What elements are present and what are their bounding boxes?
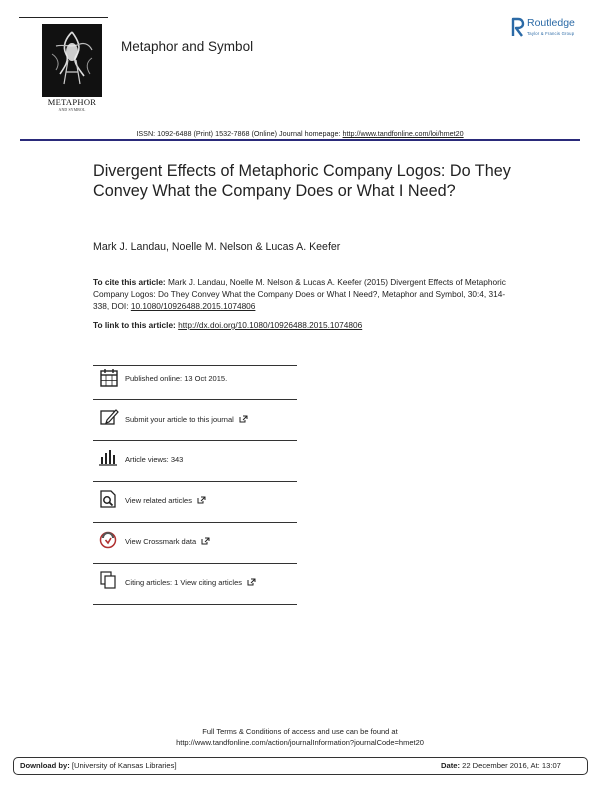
cover-caption-subtitle: AND SYMBOL [58,108,86,112]
article-link-label: To link to this article: [93,320,179,330]
submit-article-text[interactable]: Submit your article to this journal [125,415,234,424]
downloaded-by [20,761,177,770]
citation-text: Mark J. Landau, Noelle M. Nelson & Lucas A. Keefer (2015) Divergent Effects of Metaphoric Company Logos: Do They Convey What the Company Does or What I Need?, Metaphor and Symbol, 30:4, 314-338, DOI: [93,277,506,311]
publisher-group: Taylor & Francis Group [527,31,575,36]
external-link-icon [247,578,256,586]
view-crossmark-text[interactable]: View Crossmark data [125,537,197,546]
related-search-icon[interactable] [98,489,120,509]
citation-block [93,277,518,312]
external-link-icon [201,537,210,545]
journal-title: Metaphor and Symbol [121,39,254,54]
downloaded-by-label: Download by: [20,761,70,770]
article-authors: Mark J. Landau, Noelle M. Nelson & Lucas A. Keefer [93,241,341,253]
download-date [441,761,561,770]
header-top-rule [19,17,108,18]
info-rule [93,440,297,441]
download-date-value: 22 December 2016, At: 13:07 [460,761,561,770]
terms-line-1: Full Terms & Conditions of access and use can be found at [202,727,398,736]
external-link-icon [197,496,206,504]
article-link-line [93,320,362,330]
crossmark-icon[interactable] [98,530,120,550]
routledge-logo-icon[interactable] [511,16,525,38]
citing-articles-text[interactable]: Citing articles: 1 View citing articles [125,578,242,587]
citation-label: To cite this article: [93,277,166,287]
info-rule [93,399,297,400]
citation-doi-link[interactable]: 10.1080/10926488.2015.1074806 [130,300,256,311]
article-title: Divergent Effects of Metaphoric Company Logos: Do They Convey What the Company Does or What I Need? [93,162,511,200]
terms-line-2[interactable]: http://www.tandfonline.com/action/journalInformation?journalCode=hmet20 [176,738,424,747]
view-related-text[interactable]: View related articles [125,496,192,505]
external-link-icon [239,415,248,423]
calendar-icon [98,368,120,388]
view-related-link[interactable] [125,496,206,505]
published-online-text: Published online: 13 Oct 2015. [125,374,228,383]
issn-line [0,129,600,138]
header-divider [20,139,580,141]
cover-caption-title: METAPHOR [47,97,97,107]
cover-caption [42,97,102,124]
bar-chart-icon [98,448,120,468]
info-rule [93,522,297,523]
journal-homepage-link[interactable]: http://www.tandfonline.com/loi/hmet20 [342,129,464,138]
info-rule-top [93,365,297,366]
edit-icon[interactable] [98,407,120,427]
citing-articles-link[interactable] [125,578,256,587]
article-views-text: Article views: 343 [125,455,184,464]
info-rule [93,563,297,564]
submit-article-link[interactable] [125,415,248,424]
info-rule-bottom [93,604,297,605]
view-crossmark-link[interactable] [125,537,210,546]
download-date-label: Date: [441,761,460,770]
issn-text: ISSN: 1092-6488 (Print) 1532-7868 (Online) Journal homepage: [136,129,343,138]
downloaded-by-value: [University of Kansas Libraries] [69,761,177,770]
article-doi-url[interactable]: http://dx.doi.org/10.1080/10926488.2015.1074806 [178,320,363,330]
citing-icon[interactable] [98,570,120,590]
publisher-name[interactable]: Routledge [527,17,575,29]
info-rule [93,481,297,482]
